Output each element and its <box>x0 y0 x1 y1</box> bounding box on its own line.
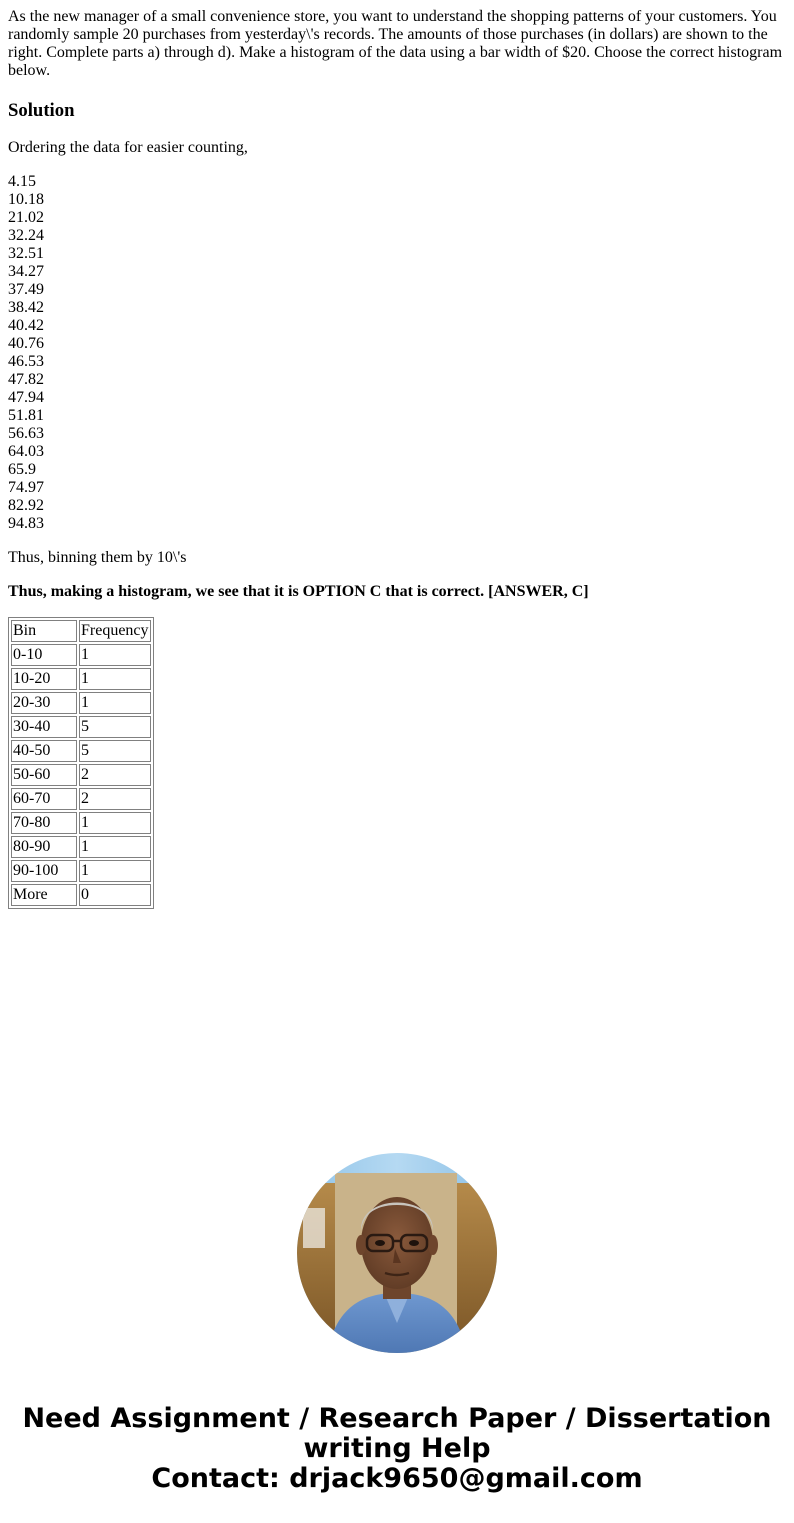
data-value: 40.42 <box>8 317 44 334</box>
data-value: 94.83 <box>8 515 44 532</box>
data-value: 10.18 <box>8 191 44 208</box>
question-text: As the new manager of a small convenience store, you want to understand the shopping patterns of your customers. You randomly sample 20 purchases from yesterday\'s records. The amounts of those purchases (in dollars) are shown to the right. Complete parts a) through d). Make a histogram of the data using a bar width of $20. Choose the correct histogram below. <box>8 8 783 79</box>
data-value: 38.42 <box>8 299 44 316</box>
table-row <box>11 836 151 858</box>
data-value: 32.24 <box>8 227 44 244</box>
table-row <box>11 764 151 786</box>
sorted-data-list <box>8 173 44 533</box>
data-value: 82.92 <box>8 497 44 514</box>
frequency-cell: 1 <box>79 644 151 666</box>
table-row <box>11 860 151 882</box>
header-frequency: Frequency <box>79 620 151 642</box>
footer-banner <box>0 1404 794 1494</box>
data-value: 21.02 <box>8 209 44 226</box>
solution-heading: Solution <box>8 100 75 121</box>
bin-cell: 20-30 <box>11 692 77 714</box>
table-row <box>11 692 151 714</box>
data-value: 37.49 <box>8 281 44 298</box>
footer-contact: Contact: drjack9650@gmail.com <box>151 1463 643 1494</box>
author-avatar <box>297 1153 497 1353</box>
data-value: 34.27 <box>8 263 44 280</box>
data-value: 56.63 <box>8 425 44 442</box>
frequency-cell: 1 <box>79 692 151 714</box>
table-row <box>11 788 151 810</box>
table-row <box>11 668 151 690</box>
data-value: 32.51 <box>8 245 44 262</box>
bin-cell: 50-60 <box>11 764 77 786</box>
frequency-cell: 1 <box>79 860 151 882</box>
bin-cell: 70-80 <box>11 812 77 834</box>
footer-line-2: writing Help <box>303 1433 491 1464</box>
data-value: 40.76 <box>8 335 44 352</box>
table-row <box>11 884 151 906</box>
answer-text: Thus, making a histogram, we see that it is OPTION C that is correct. [ANSWER, C] <box>8 583 589 600</box>
document-body <box>8 8 786 903</box>
bin-cell: More <box>11 884 77 906</box>
bin-cell: 30-40 <box>11 716 77 738</box>
table-row <box>11 740 151 762</box>
footer-line-1: Need Assignment / Research Paper / Dissertation <box>22 1403 772 1434</box>
bin-cell: 10-20 <box>11 668 77 690</box>
data-value: 65.9 <box>8 461 36 478</box>
frequency-cell: 2 <box>79 788 151 810</box>
frequency-cell: 5 <box>79 740 151 762</box>
binning-text: Thus, binning them by 10\'s <box>8 549 187 566</box>
frequency-cell: 1 <box>79 668 151 690</box>
bin-cell: 80-90 <box>11 836 77 858</box>
data-value: 47.94 <box>8 389 44 406</box>
frequency-cell: 2 <box>79 764 151 786</box>
table-header-row <box>11 620 151 642</box>
data-value: 46.53 <box>8 353 44 370</box>
data-value: 4.15 <box>8 173 36 190</box>
table-row <box>11 812 151 834</box>
bin-cell: 90-100 <box>11 860 77 882</box>
frequency-table <box>8 617 154 909</box>
frequency-cell: 1 <box>79 812 151 834</box>
data-value: 74.97 <box>8 479 44 496</box>
table-row <box>11 644 151 666</box>
frequency-cell: 1 <box>79 836 151 858</box>
solution-intro: Ordering the data for easier counting, <box>8 139 248 156</box>
frequency-cell: 0 <box>79 884 151 906</box>
bin-cell: 60-70 <box>11 788 77 810</box>
data-value: 51.81 <box>8 407 44 424</box>
header-bin: Bin <box>11 620 77 642</box>
bin-cell: 0-10 <box>11 644 77 666</box>
data-value: 47.82 <box>8 371 44 388</box>
table-row <box>11 716 151 738</box>
data-value: 64.03 <box>8 443 44 460</box>
frequency-cell: 5 <box>79 716 151 738</box>
bin-cell: 40-50 <box>11 740 77 762</box>
